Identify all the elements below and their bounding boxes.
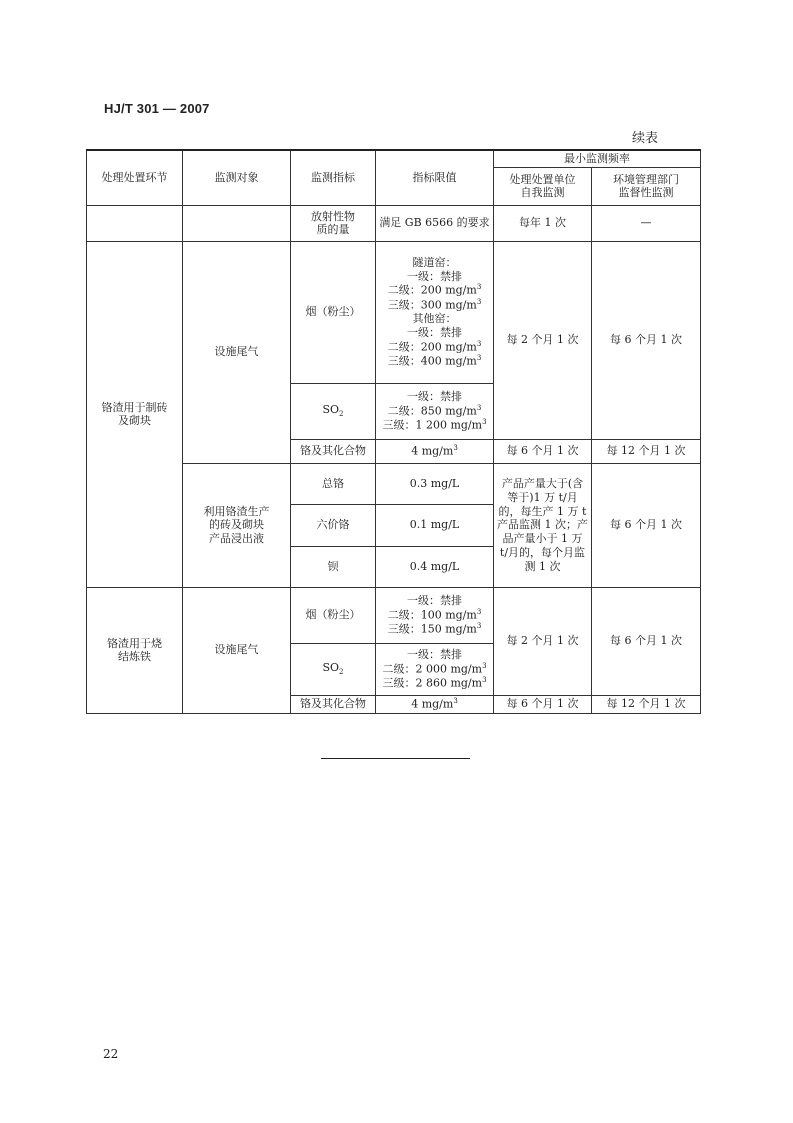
limit-cell: 隧道窑： 一级：禁排 二级：200 $mg/m^3$ 三级：300 $mg/m^3$ 其他窑： 一级：禁排 二级：200 $mg/m^3$ 三级：400 $mg/m^3$ [376,241,494,383]
freq-dept-cell: — [592,205,701,241]
indicator-cell: 放射性物 质的量 [291,205,376,241]
header-row [87,150,701,167]
standard-code: HJ/T 301 — 2007 [104,101,210,116]
freq-unit-cell: 每 6 个月 1 次 [494,695,592,713]
table-row [87,205,701,241]
indicator-cell: 钡 [291,546,376,587]
indicator-cell: $SO_2$ [291,383,376,439]
header-object: 监测对象 [183,150,291,205]
freq-dept-cell: 每 12 个月 1 次 [592,695,701,713]
indicator-cell: 六价铬 [291,504,376,546]
object-cell-leachate: 利用铬渣生产 的砖及砌块 产品浸出液 [183,463,291,587]
freq-unit-cell: 每 2 个月 1 次 [494,587,592,695]
empty-cell [87,205,183,241]
header-freq-dept: 环境管理部门 监督性监测 [592,167,701,205]
continued-table-label: 续表 [632,131,659,146]
limit-cell: 0.3 mg/L [376,463,494,504]
end-rule [321,758,470,759]
header-min-frequency: 最小监测频率 [494,150,701,167]
limit-cell: 满足 GB 6566 的要求 [376,205,494,241]
limit-cell: 一级：禁排 二级：2 000 $mg/m^3$ 三级：2 860 $mg/m^3$ [376,643,494,695]
header-freq-unit: 处理处置单位 自我监测 [494,167,592,205]
freq-unit-cell: 每年 1 次 [494,205,592,241]
table-row [87,241,701,383]
indicator-cell: 烟（粉尘） [291,241,376,383]
indicator-cell: 铬及其化合物 [291,695,376,713]
freq-dept-cell: 每 12 个月 1 次 [592,439,701,463]
object-cell-exhaust: 设施尾气 [183,587,291,713]
empty-cell [183,205,291,241]
indicator-cell: $SO_2$ [291,643,376,695]
stage-cell-brick: 铬渣用于制砖 及砌块 [87,241,183,587]
indicator-cell: 铬及其化合物 [291,439,376,463]
limit-cell: 0.1 mg/L [376,504,494,546]
object-cell-exhaust: 设施尾气 [183,241,291,463]
limit-cell: 0.4 mg/L [376,546,494,587]
limit-cell: 4 $mg/m^3$ [376,695,494,713]
limit-cell: 一级：禁排 二级：850 $mg/m^3$ 三级：1 200 $mg/m^3$ [376,383,494,439]
monitoring-table [86,149,701,714]
freq-dept-cell: 每 6 个月 1 次 [592,587,701,695]
page-number: 22 [103,1047,119,1061]
freq-unit-cell: 产品产量大于(含等于)1 万 t/月的，每生产 1 万 t 产品监测 1 次；产品产量小于 1 万 t/月的，每个月监测 1 次 [494,463,592,587]
table-row [87,587,701,643]
limit-cell: 4 $mg/m^3$ [376,439,494,463]
stage-cell-iron: 铬渣用于烧 结炼铁 [87,587,183,713]
freq-unit-cell: 每 6 个月 1 次 [494,439,592,463]
indicator-cell: 烟（粉尘） [291,587,376,643]
header-indicator: 监测指标 [291,150,376,205]
freq-dept-cell: 每 6 个月 1 次 [592,463,701,587]
limit-cell: 一级：禁排 二级：100 $mg/m^3$ 三级：150 $mg/m^3$ [376,587,494,643]
header-stage: 处理处置环节 [87,150,183,205]
indicator-cell: 总铬 [291,463,376,504]
freq-unit-cell: 每 2 个月 1 次 [494,241,592,439]
header-limit: 指标限值 [376,150,494,205]
freq-dept-cell: 每 6 个月 1 次 [592,241,701,439]
